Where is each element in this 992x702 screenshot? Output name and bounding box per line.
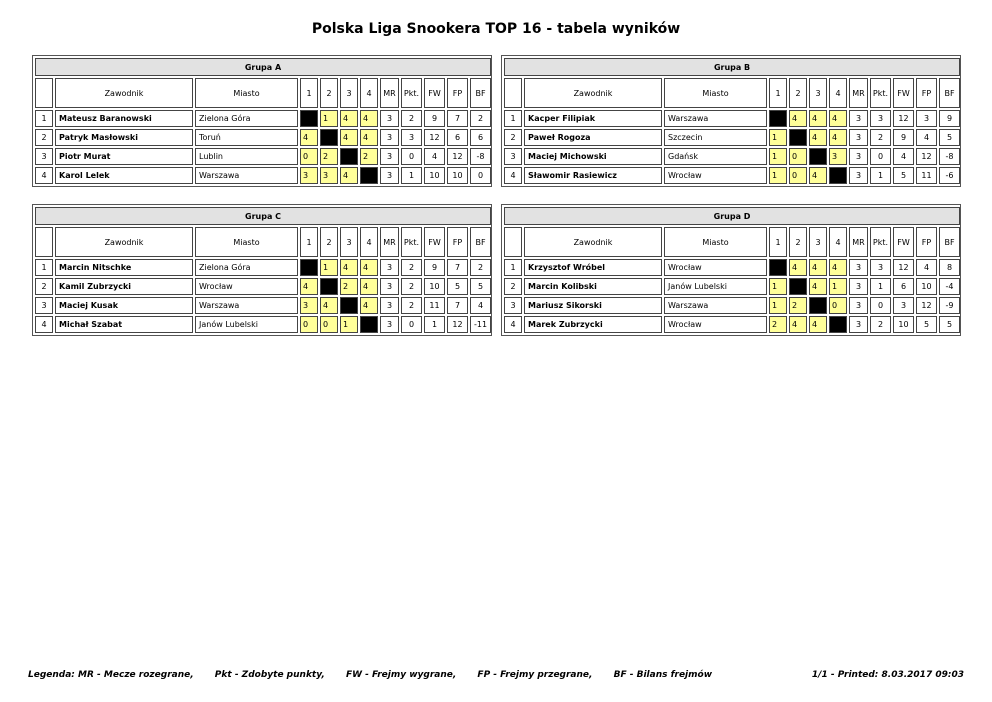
points: 2 [870, 129, 891, 146]
legend [28, 670, 964, 680]
player-name: Marcin Nitschke [55, 259, 193, 276]
matches-played: 3 [849, 278, 868, 295]
legend-item: BF - Bilans frejmów [613, 670, 713, 680]
matches-played: 3 [380, 148, 399, 165]
frames-lost: 11 [916, 167, 937, 184]
match-score: 4 [340, 259, 358, 276]
self-match-cell [360, 316, 378, 333]
self-match-cell [340, 297, 358, 314]
col-opponent-4-header: 4 [360, 78, 378, 108]
col-opponent-2-header: 2 [320, 227, 338, 257]
table-row [35, 167, 491, 184]
table-row [35, 259, 491, 276]
match-score: 3 [300, 167, 318, 184]
matches-played: 3 [849, 129, 868, 146]
col-opponent-4-header: 4 [829, 227, 847, 257]
matches-played: 3 [380, 297, 399, 314]
match-score: 4 [789, 316, 807, 333]
frames-lost: 10 [916, 278, 937, 295]
matches-played: 3 [380, 278, 399, 295]
self-match-cell [829, 167, 847, 184]
self-match-cell [769, 110, 787, 127]
player-name: Mateusz Baranowski [55, 110, 193, 127]
match-score: 4 [789, 259, 807, 276]
points: 1 [870, 167, 891, 184]
player-number: 2 [35, 278, 53, 295]
player-name: Maciej Michowski [524, 148, 662, 165]
match-score: 1 [769, 148, 787, 165]
col-no-header [35, 227, 53, 257]
frames-lost: 12 [447, 148, 468, 165]
player-city: Janów Lubelski [664, 278, 767, 295]
player-name: Piotr Murat [55, 148, 193, 165]
col-opponent-3-header: 3 [809, 78, 827, 108]
col-fp-header: FP [447, 227, 468, 257]
match-score: 1 [320, 110, 338, 127]
col-mr-header: MR [380, 78, 399, 108]
col-opponent-2-header: 2 [789, 78, 807, 108]
col-mr-header: MR [849, 227, 868, 257]
matches-played: 3 [380, 259, 399, 276]
col-fp-header: FP [916, 227, 937, 257]
frame-balance: 0 [470, 167, 491, 184]
table-row [504, 259, 960, 276]
group-table-d [501, 204, 961, 336]
self-match-cell [360, 167, 378, 184]
group-table-c [32, 204, 492, 336]
match-score: 0 [789, 167, 807, 184]
self-match-cell [320, 129, 338, 146]
group-table-b [501, 55, 961, 187]
points: 2 [870, 316, 891, 333]
legend-items [28, 670, 730, 680]
frames-lost: 5 [447, 278, 468, 295]
col-city-header: Miasto [664, 78, 767, 108]
player-city: Janów Lubelski [195, 316, 298, 333]
player-name: Patryk Masłowski [55, 129, 193, 146]
frames-lost: 7 [447, 297, 468, 314]
group-title: Grupa D [504, 207, 960, 225]
col-mr-header: MR [849, 78, 868, 108]
self-match-cell [320, 278, 338, 295]
player-number: 4 [35, 316, 53, 333]
match-score: 2 [320, 148, 338, 165]
col-pkt-header: Pkt. [401, 78, 422, 108]
match-score: 4 [300, 129, 318, 146]
match-score: 1 [320, 259, 338, 276]
match-score: 2 [340, 278, 358, 295]
match-score: 4 [809, 167, 827, 184]
table-row [504, 278, 960, 295]
col-fw-header: FW [893, 78, 914, 108]
frame-balance: 2 [470, 110, 491, 127]
printed-info: 1/1 - Printed: 8.03.2017 09:03 [811, 670, 964, 680]
col-bf-header: BF [939, 78, 960, 108]
player-number: 3 [35, 148, 53, 165]
match-score: 0 [320, 316, 338, 333]
col-player-header: Zawodnik [524, 78, 662, 108]
frames-lost: 7 [447, 110, 468, 127]
player-city: Gdańsk [664, 148, 767, 165]
points: 2 [401, 278, 422, 295]
col-pkt-header: Pkt. [870, 78, 891, 108]
group-title: Grupa A [35, 58, 491, 76]
player-number: 3 [35, 297, 53, 314]
match-score: 4 [809, 316, 827, 333]
points: 0 [401, 316, 422, 333]
match-score: 0 [300, 148, 318, 165]
self-match-cell [809, 297, 827, 314]
match-score: 4 [829, 110, 847, 127]
frames-lost: 4 [916, 259, 937, 276]
player-name: Sławomir Rasiewicz [524, 167, 662, 184]
match-score: 2 [789, 297, 807, 314]
points: 2 [401, 259, 422, 276]
table-row [504, 297, 960, 314]
match-score: 0 [789, 148, 807, 165]
match-score: 4 [360, 278, 378, 295]
table-row [35, 316, 491, 333]
match-score: 3 [320, 167, 338, 184]
match-score: 4 [360, 297, 378, 314]
player-city: Zielona Góra [195, 110, 298, 127]
table-row [35, 148, 491, 165]
col-city-header: Miasto [664, 227, 767, 257]
self-match-cell [809, 148, 827, 165]
frame-balance: 8 [939, 259, 960, 276]
table-row [504, 167, 960, 184]
player-number: 1 [35, 110, 53, 127]
player-city: Wrocław [664, 259, 767, 276]
frame-balance: -4 [939, 278, 960, 295]
table-row [504, 316, 960, 333]
frame-balance: -8 [939, 148, 960, 165]
match-score: 1 [769, 129, 787, 146]
col-opponent-1-header: 1 [769, 227, 787, 257]
match-score: 4 [829, 259, 847, 276]
match-score: 4 [340, 167, 358, 184]
player-number: 2 [504, 278, 522, 295]
frames-won: 4 [893, 148, 914, 165]
col-fw-header: FW [424, 227, 445, 257]
self-match-cell [789, 278, 807, 295]
table-row [504, 110, 960, 127]
matches-played: 3 [380, 167, 399, 184]
match-score: 4 [300, 278, 318, 295]
match-score: 4 [809, 259, 827, 276]
player-name: Kacper Filipiak [524, 110, 662, 127]
player-city: Szczecin [664, 129, 767, 146]
matches-played: 3 [380, 316, 399, 333]
frame-balance: -8 [470, 148, 491, 165]
points: 3 [401, 129, 422, 146]
col-opponent-1-header: 1 [769, 78, 787, 108]
player-name: Maciej Kusak [55, 297, 193, 314]
frame-balance: -11 [470, 316, 491, 333]
table-row [35, 110, 491, 127]
match-score: 0 [829, 297, 847, 314]
points: 1 [870, 278, 891, 295]
frame-balance: 9 [939, 110, 960, 127]
col-bf-header: BF [939, 227, 960, 257]
self-match-cell [300, 110, 318, 127]
group-title: Grupa C [35, 207, 491, 225]
points: 0 [870, 148, 891, 165]
frames-won: 9 [424, 259, 445, 276]
match-score: 1 [769, 297, 787, 314]
player-city: Warszawa [195, 297, 298, 314]
col-player-header: Zawodnik [55, 78, 193, 108]
col-opponent-4-header: 4 [829, 78, 847, 108]
frames-won: 9 [893, 129, 914, 146]
col-city-header: Miasto [195, 227, 298, 257]
match-score: 0 [300, 316, 318, 333]
table-row [35, 297, 491, 314]
player-city: Warszawa [664, 297, 767, 314]
col-pkt-header: Pkt. [401, 227, 422, 257]
col-opponent-2-header: 2 [789, 227, 807, 257]
col-opponent-1-header: 1 [300, 78, 318, 108]
legend-item: FW - Frejmy wygrane, [345, 670, 457, 680]
self-match-cell [789, 129, 807, 146]
points: 1 [401, 167, 422, 184]
player-name: Michał Szabat [55, 316, 193, 333]
frame-balance: 4 [470, 297, 491, 314]
legend-item: Pkt - Zdobyte punkty, [214, 670, 325, 680]
player-number: 1 [35, 259, 53, 276]
frames-lost: 12 [916, 148, 937, 165]
table-row [504, 129, 960, 146]
col-opponent-3-header: 3 [340, 78, 358, 108]
table-row [504, 148, 960, 165]
col-no-header [504, 78, 522, 108]
player-city: Toruń [195, 129, 298, 146]
player-city: Warszawa [664, 110, 767, 127]
frames-won: 6 [893, 278, 914, 295]
self-match-cell [769, 259, 787, 276]
col-bf-header: BF [470, 78, 491, 108]
match-score: 4 [829, 129, 847, 146]
player-name: Krzysztof Wróbel [524, 259, 662, 276]
matches-played: 3 [849, 167, 868, 184]
player-number: 4 [504, 316, 522, 333]
match-score: 4 [340, 129, 358, 146]
frames-lost: 12 [447, 316, 468, 333]
matches-played: 3 [849, 148, 868, 165]
match-score: 4 [360, 110, 378, 127]
player-number: 2 [504, 129, 522, 146]
frames-won: 12 [893, 110, 914, 127]
frames-won: 12 [424, 129, 445, 146]
matches-played: 3 [849, 259, 868, 276]
match-score: 1 [769, 167, 787, 184]
player-number: 1 [504, 110, 522, 127]
frames-won: 1 [424, 316, 445, 333]
player-number: 3 [504, 297, 522, 314]
player-city: Warszawa [195, 167, 298, 184]
matches-played: 3 [849, 297, 868, 314]
col-fp-header: FP [916, 78, 937, 108]
player-number: 4 [35, 167, 53, 184]
table-row [35, 278, 491, 295]
col-mr-header: MR [380, 227, 399, 257]
match-score: 4 [340, 110, 358, 127]
col-bf-header: BF [470, 227, 491, 257]
points: 0 [401, 148, 422, 165]
player-city: Zielona Góra [195, 259, 298, 276]
player-name: Kamil Zubrzycki [55, 278, 193, 295]
player-name: Paweł Rogoza [524, 129, 662, 146]
frames-lost: 4 [916, 129, 937, 146]
group-table-a [32, 55, 492, 187]
frames-lost: 7 [447, 259, 468, 276]
frames-lost: 12 [916, 297, 937, 314]
frame-balance: -9 [939, 297, 960, 314]
match-score: 4 [320, 297, 338, 314]
match-score: 2 [360, 148, 378, 165]
self-match-cell [829, 316, 847, 333]
player-name: Karol Lelek [55, 167, 193, 184]
col-no-header [504, 227, 522, 257]
match-score: 2 [769, 316, 787, 333]
player-city: Lublin [195, 148, 298, 165]
frames-won: 10 [424, 278, 445, 295]
col-no-header [35, 78, 53, 108]
frame-balance: 2 [470, 259, 491, 276]
match-score: 3 [300, 297, 318, 314]
player-city: Wrocław [664, 316, 767, 333]
self-match-cell [300, 259, 318, 276]
frame-balance: 6 [470, 129, 491, 146]
player-number: 2 [35, 129, 53, 146]
frame-balance: 5 [939, 129, 960, 146]
page-title: Polska Liga Snookera TOP 16 - tabela wyników [311, 21, 681, 37]
col-fw-header: FW [424, 78, 445, 108]
frames-won: 5 [893, 167, 914, 184]
frames-won: 9 [424, 110, 445, 127]
match-score: 4 [809, 110, 827, 127]
col-opponent-1-header: 1 [300, 227, 318, 257]
player-name: Mariusz Sikorski [524, 297, 662, 314]
frames-lost: 3 [916, 110, 937, 127]
col-opponent-4-header: 4 [360, 227, 378, 257]
points: 0 [870, 297, 891, 314]
col-fw-header: FW [893, 227, 914, 257]
points: 2 [401, 297, 422, 314]
points: 3 [870, 110, 891, 127]
player-name: Marek Zubrzycki [524, 316, 662, 333]
matches-played: 3 [380, 129, 399, 146]
frames-lost: 5 [916, 316, 937, 333]
col-city-header: Miasto [195, 78, 298, 108]
matches-played: 3 [849, 110, 868, 127]
col-fp-header: FP [447, 78, 468, 108]
legend-item: FP - Frejmy przegrane, [477, 670, 593, 680]
frames-won: 11 [424, 297, 445, 314]
match-score: 4 [789, 110, 807, 127]
player-city: Wrocław [664, 167, 767, 184]
frames-won: 10 [424, 167, 445, 184]
table-row [35, 129, 491, 146]
match-score: 1 [769, 278, 787, 295]
frames-lost: 6 [447, 129, 468, 146]
frame-balance: 5 [939, 316, 960, 333]
player-number: 1 [504, 259, 522, 276]
frame-balance: 5 [470, 278, 491, 295]
col-player-header: Zawodnik [524, 227, 662, 257]
frames-won: 10 [893, 316, 914, 333]
player-number: 3 [504, 148, 522, 165]
col-opponent-3-header: 3 [809, 227, 827, 257]
player-name: Marcin Kolibski [524, 278, 662, 295]
match-score: 4 [809, 278, 827, 295]
col-opponent-3-header: 3 [340, 227, 358, 257]
group-title: Grupa B [504, 58, 960, 76]
col-player-header: Zawodnik [55, 227, 193, 257]
match-score: 4 [360, 259, 378, 276]
points: 3 [870, 259, 891, 276]
player-number: 4 [504, 167, 522, 184]
col-pkt-header: Pkt. [870, 227, 891, 257]
frames-won: 4 [424, 148, 445, 165]
match-score: 1 [829, 278, 847, 295]
col-opponent-2-header: 2 [320, 78, 338, 108]
match-score: 1 [340, 316, 358, 333]
match-score: 4 [809, 129, 827, 146]
frames-lost: 10 [447, 167, 468, 184]
match-score: 3 [829, 148, 847, 165]
legend-item: Legenda: MR - Mecze rozegrane, [28, 670, 194, 680]
frame-balance: -6 [939, 167, 960, 184]
self-match-cell [340, 148, 358, 165]
match-score: 4 [360, 129, 378, 146]
player-city: Wrocław [195, 278, 298, 295]
frames-won: 3 [893, 297, 914, 314]
matches-played: 3 [380, 110, 399, 127]
points: 2 [401, 110, 422, 127]
matches-played: 3 [849, 316, 868, 333]
frames-won: 12 [893, 259, 914, 276]
